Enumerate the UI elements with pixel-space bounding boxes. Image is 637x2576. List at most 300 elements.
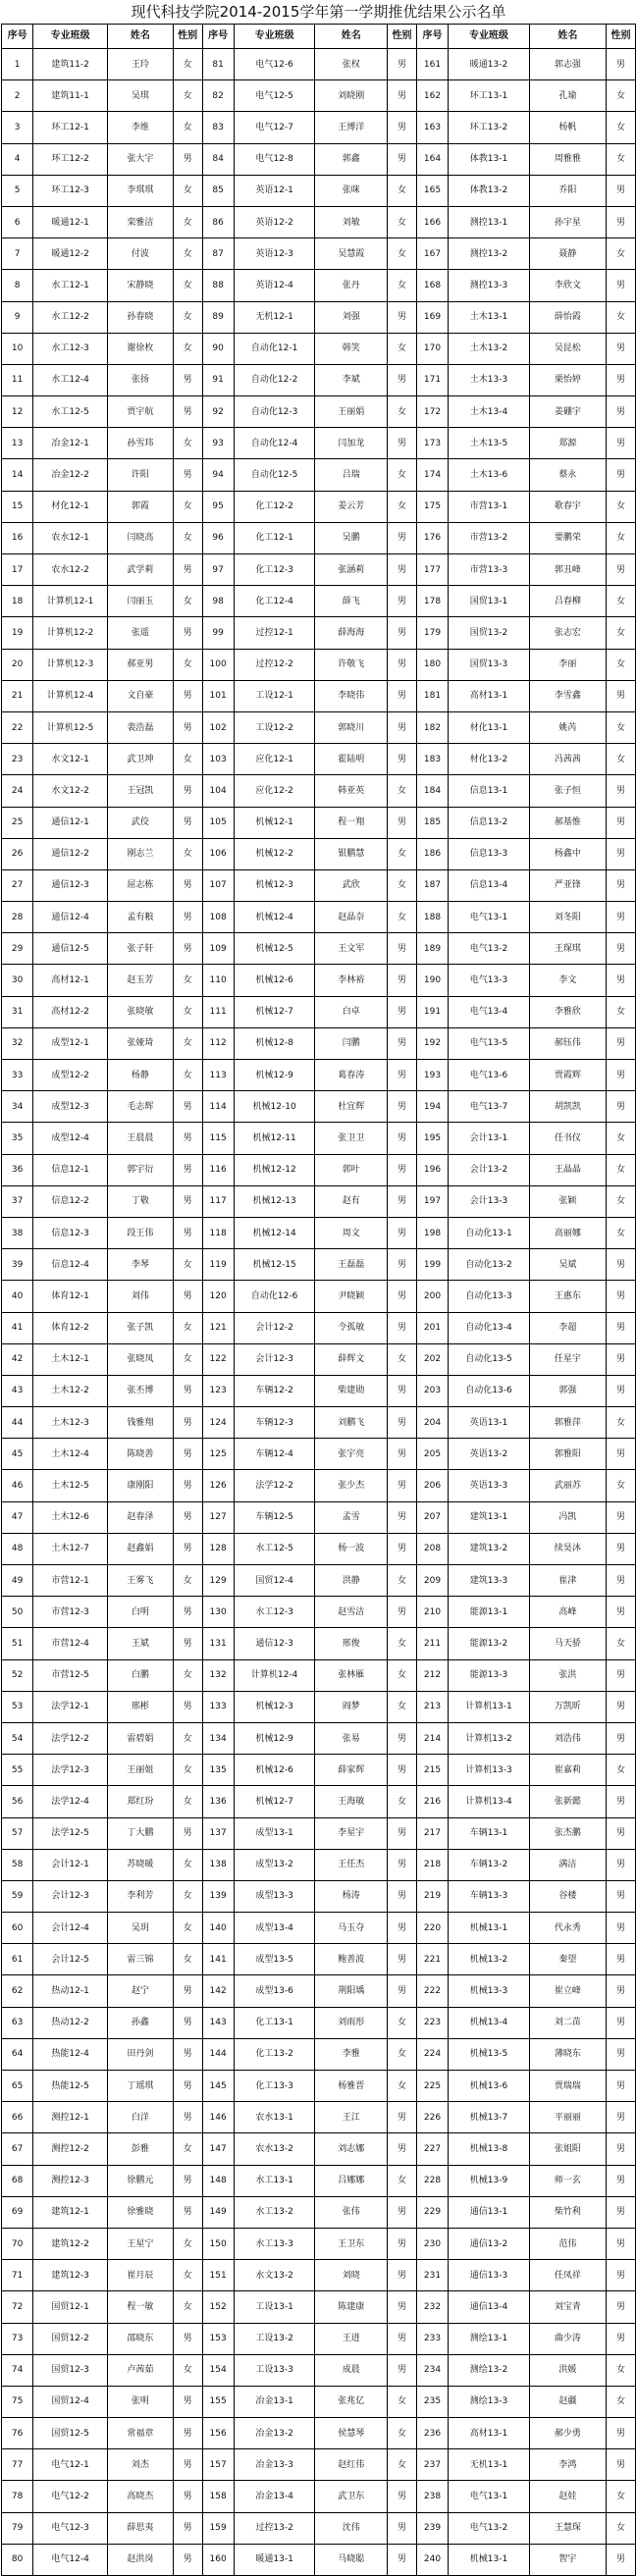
cell-seq: 43	[2, 1375, 33, 1406]
cell-seq: 87	[202, 238, 234, 270]
cell-seq: 169	[416, 301, 448, 333]
cell-name: 赵红伟	[315, 2449, 388, 2481]
cell-seq: 57	[2, 1817, 33, 1849]
cell-class: 土木13-3	[449, 364, 530, 395]
cell-class: 热动12-2	[33, 2007, 108, 2038]
cell-class: 车辆13-2	[449, 1849, 530, 1880]
cell-class: 机械12-7	[234, 1786, 315, 1817]
cell-class: 电气13-2	[449, 2512, 530, 2544]
cell-class: 机械13-8	[449, 2133, 530, 2165]
cell-name: 荆阳瑀	[315, 1975, 388, 2007]
cell-name: 张晓敏	[108, 996, 174, 1027]
cell-gender: 男	[607, 807, 636, 838]
cell-class: 计算机13-2	[449, 1722, 530, 1754]
cell-seq: 39	[2, 1249, 33, 1281]
cell-seq: 18	[2, 586, 33, 617]
cell-name: 李雪鑫	[529, 680, 606, 711]
cell-class: 信息12-1	[33, 1154, 108, 1185]
cell-seq: 102	[202, 711, 234, 743]
cell-gender: 女	[388, 2007, 417, 2038]
cell-name: 万凯昕	[529, 1691, 606, 1722]
cell-seq: 116	[202, 1154, 234, 1185]
cell-gender: 男	[607, 364, 636, 395]
cell-name: 王海敏	[315, 1786, 388, 1817]
cell-class: 英语13-2	[449, 1439, 530, 1470]
cell-gender: 男	[173, 1123, 202, 1154]
cell-name: 代永秀	[529, 1913, 606, 1944]
cell-seq: 147	[202, 2133, 234, 2165]
cell-seq: 217	[416, 1817, 448, 1849]
cell-seq: 142	[202, 1975, 234, 2007]
cell-name: 郭鑫	[315, 143, 388, 175]
cell-class: 热动12-1	[33, 1975, 108, 2007]
cell-seq: 165	[416, 175, 448, 206]
cell-gender: 男	[388, 1533, 417, 1564]
cell-name: 陈晓善	[108, 1439, 174, 1470]
table-row	[2, 2481, 636, 2512]
cell-class: 自动化13-6	[449, 1375, 530, 1406]
table-row	[2, 2071, 636, 2102]
cell-seq: 205	[416, 1439, 448, 1470]
cell-class: 农水12-2	[33, 554, 108, 586]
honor-list-table	[1, 24, 636, 2576]
cell-class: 电气13-2	[449, 933, 530, 965]
cell-gender: 男	[607, 270, 636, 301]
cell-name: 闫加龙	[315, 428, 388, 459]
cell-name: 张姐阳	[529, 2133, 606, 2165]
cell-gender: 男	[388, 1060, 417, 1091]
cell-class: 化工12-1	[234, 522, 315, 553]
cell-class: 工设13-1	[234, 2291, 315, 2323]
cell-gender: 女	[388, 2386, 417, 2417]
cell-seq: 208	[416, 1533, 448, 1564]
cell-name: 郝基惟	[529, 807, 606, 838]
table-row	[2, 396, 636, 428]
cell-seq: 10	[2, 333, 33, 364]
cell-gender: 男	[607, 775, 636, 807]
cell-class: 机械12-9	[234, 1060, 315, 1091]
cell-gender: 男	[173, 711, 202, 743]
cell-gender: 男	[607, 1913, 636, 1944]
cell-class: 高材13-1	[449, 680, 530, 711]
cell-gender: 男	[388, 933, 417, 965]
cell-gender: 男	[388, 1755, 417, 1786]
cell-seq: 233	[416, 2323, 448, 2354]
cell-seq: 214	[416, 1722, 448, 1754]
cell-gender: 女	[607, 301, 636, 333]
cell-seq: 58	[2, 1849, 33, 1880]
cell-name: 邢俊	[315, 1628, 388, 1659]
cell-name: 张大宇	[108, 143, 174, 175]
cell-name: 张志宏	[529, 617, 606, 649]
cell-gender: 男	[388, 554, 417, 586]
cell-seq: 32	[2, 1027, 33, 1059]
cell-class: 机械13-9	[449, 2165, 530, 2196]
cell-gender: 女	[607, 2386, 636, 2417]
cell-seq: 22	[2, 711, 33, 743]
cell-seq: 89	[202, 301, 234, 333]
cell-class: 建筑11-1	[33, 80, 108, 112]
table-row	[2, 869, 636, 901]
cell-name: 郭晓川	[315, 711, 388, 743]
cell-gender: 男	[388, 1375, 417, 1406]
table-row	[2, 1312, 636, 1343]
cell-class: 电气12-4	[33, 2544, 108, 2575]
cell-class: 环工12-1	[33, 112, 108, 143]
cell-name: 赵娃	[529, 2481, 606, 2512]
cell-name: 马天骄	[529, 1628, 606, 1659]
cell-seq: 215	[416, 1755, 448, 1786]
cell-class: 通信13-3	[449, 2260, 530, 2291]
cell-gender: 男	[607, 1091, 636, 1123]
cell-gender: 女	[388, 2071, 417, 2102]
cell-class: 材化13-2	[449, 744, 530, 775]
cell-gender: 男	[388, 143, 417, 175]
cell-class: 冶金13-3	[234, 2449, 315, 2481]
cell-seq: 9	[2, 301, 33, 333]
cell-name: 张晓凤	[108, 1343, 174, 1375]
cell-seq: 218	[416, 1849, 448, 1880]
cell-class: 土木12-2	[33, 1375, 108, 1406]
table-row	[2, 2165, 636, 2196]
table-row	[2, 711, 636, 743]
cell-name: 刘宝青	[529, 2291, 606, 2323]
cell-gender: 男	[388, 965, 417, 996]
cell-gender: 男	[173, 1691, 202, 1722]
cell-class: 机械12-10	[234, 1091, 315, 1123]
cell-seq: 199	[416, 1249, 448, 1281]
table-row	[2, 965, 636, 996]
cell-gender: 男	[173, 2323, 202, 2354]
cell-name: 许阳	[108, 459, 174, 491]
cell-name: 任凤祥	[529, 2260, 606, 2291]
cell-class: 电气12-2	[33, 2481, 108, 2512]
cell-class: 应化12-2	[234, 775, 315, 807]
cell-name: 程一翔	[315, 807, 388, 838]
table-row	[2, 649, 636, 680]
cell-name: 张洪	[529, 1659, 606, 1691]
cell-gender: 女	[607, 1470, 636, 1501]
cell-seq: 29	[2, 933, 33, 965]
cell-class: 自动化12-3	[234, 396, 315, 428]
cell-gender: 男	[388, 711, 417, 743]
cell-seq: 227	[416, 2133, 448, 2165]
cell-name: 郑源	[529, 428, 606, 459]
cell-class: 无机13-1	[449, 2449, 530, 2481]
cell-class: 车辆13-1	[449, 1817, 530, 1849]
cell-seq: 209	[416, 1565, 448, 1597]
cell-seq: 153	[202, 2323, 234, 2354]
cell-gender: 男	[388, 364, 417, 395]
cell-name: 秦望	[529, 1944, 606, 1975]
cell-seq: 77	[2, 2449, 33, 2481]
cell-seq: 47	[2, 1501, 33, 1533]
cell-class: 水工13-1	[234, 2165, 315, 2196]
table-row	[2, 49, 636, 80]
cell-seq: 62	[2, 1975, 33, 2007]
cell-class: 能源13-1	[449, 1597, 530, 1628]
cell-seq: 79	[2, 2512, 33, 2544]
cell-gender: 男	[607, 1659, 636, 1691]
cell-class: 机械12-3	[234, 1691, 315, 1722]
cell-name: 谢徐枚	[108, 333, 174, 364]
table-row	[2, 775, 636, 807]
cell-name: 王斌	[108, 1628, 174, 1659]
col-header-name-3: 姓名	[529, 25, 606, 49]
cell-name: 刘杰	[108, 2449, 174, 2481]
cell-seq: 119	[202, 1249, 234, 1281]
cell-gender: 女	[173, 175, 202, 206]
cell-gender: 男	[607, 2323, 636, 2354]
cell-seq: 220	[416, 1913, 448, 1944]
cell-class: 国贸12-3	[33, 2354, 108, 2386]
cell-gender: 女	[388, 902, 417, 933]
cell-seq: 114	[202, 1091, 234, 1123]
cell-seq: 24	[2, 775, 33, 807]
cell-gender: 男	[607, 838, 636, 869]
cell-gender: 女	[173, 522, 202, 553]
cell-gender: 男	[607, 1343, 636, 1375]
cell-seq: 35	[2, 1123, 33, 1154]
cell-seq: 237	[416, 2449, 448, 2481]
cell-class: 暖通13-1	[234, 2544, 315, 2575]
cell-gender: 男	[173, 2196, 202, 2228]
cell-seq: 2	[2, 80, 33, 112]
cell-seq: 34	[2, 1091, 33, 1123]
col-header-class-2: 专业班级	[234, 25, 315, 49]
cell-name: 王惠东	[529, 1281, 606, 1312]
cell-seq: 56	[2, 1786, 33, 1817]
cell-class: 自动化12-2	[234, 364, 315, 395]
cell-seq: 132	[202, 1659, 234, 1691]
table-row	[2, 143, 636, 175]
cell-seq: 23	[2, 744, 33, 775]
cell-name: 孟有粮	[108, 902, 174, 933]
cell-class: 土木12-6	[33, 1501, 108, 1533]
cell-gender: 女	[173, 333, 202, 364]
cell-name: 栾雅洁	[108, 206, 174, 237]
table-row	[2, 80, 636, 112]
cell-class: 电气13-5	[449, 1027, 530, 1059]
cell-name: 刘冬阳	[529, 902, 606, 933]
cell-gender: 男	[607, 1312, 636, 1343]
col-header-seq-1: 序号	[2, 25, 33, 49]
cell-gender: 女	[388, 775, 417, 807]
cell-seq: 224	[416, 2038, 448, 2070]
cell-seq: 69	[2, 2196, 33, 2228]
cell-class: 机械12-14	[234, 1217, 315, 1248]
cell-name: 周雅雅	[529, 143, 606, 175]
cell-name: 柴竹利	[529, 2196, 606, 2228]
cell-seq: 19	[2, 617, 33, 649]
cell-name: 崔立峰	[529, 1975, 606, 2007]
table-row	[2, 2544, 636, 2575]
cell-gender: 男	[173, 1154, 202, 1185]
cell-class: 过控12-1	[234, 617, 315, 649]
cell-class: 英语12-4	[234, 270, 315, 301]
cell-gender: 男	[607, 396, 636, 428]
cell-seq: 20	[2, 649, 33, 680]
cell-seq: 163	[416, 112, 448, 143]
cell-class: 冶金13-4	[234, 2481, 315, 2512]
cell-seq: 67	[2, 2133, 33, 2165]
cell-gender: 女	[388, 491, 417, 522]
cell-name: 赵宁	[108, 1975, 174, 2007]
table-row	[2, 1975, 636, 2007]
col-header-seq-2: 序号	[202, 25, 234, 49]
cell-seq: 88	[202, 270, 234, 301]
table-row	[2, 2007, 636, 2038]
cell-class: 信息12-3	[33, 1217, 108, 1248]
table-row	[2, 1913, 636, 1944]
cell-gender: 男	[173, 1597, 202, 1628]
cell-seq: 83	[202, 112, 234, 143]
cell-name: 武欣	[315, 869, 388, 901]
cell-seq: 174	[416, 459, 448, 491]
cell-gender: 男	[173, 1470, 202, 1501]
cell-seq: 189	[416, 933, 448, 965]
cell-gender: 男	[173, 554, 202, 586]
cell-name: 孔瑜	[529, 80, 606, 112]
cell-class: 机械13-4	[449, 2007, 530, 2038]
cell-gender: 男	[388, 2512, 417, 2544]
cell-class: 建筑12-3	[33, 2260, 108, 2291]
cell-seq: 41	[2, 1312, 33, 1343]
cell-gender: 男	[607, 2133, 636, 2165]
cell-name: 郭叶	[315, 1154, 388, 1185]
cell-name: 王琛琪	[529, 933, 606, 965]
cell-seq: 95	[202, 491, 234, 522]
cell-class: 水工12-4	[33, 364, 108, 395]
cell-gender: 男	[607, 2102, 636, 2133]
cell-gender: 男	[173, 364, 202, 395]
cell-class: 冶金13-2	[234, 2418, 315, 2449]
cell-seq: 229	[416, 2196, 448, 2228]
cell-class: 机械12-13	[234, 1185, 315, 1217]
cell-name: 吴斌	[529, 1249, 606, 1281]
cell-class: 成型13-3	[234, 1880, 315, 1912]
cell-class: 体教13-1	[449, 143, 530, 175]
table-row	[2, 2133, 636, 2165]
cell-name: 满洁	[529, 1849, 606, 1880]
table-row	[2, 112, 636, 143]
table-row	[2, 2038, 636, 2070]
cell-gender: 男	[607, 965, 636, 996]
cell-class: 电气12-1	[33, 2449, 108, 2481]
cell-seq: 78	[2, 2481, 33, 2512]
cell-gender: 男	[173, 2512, 202, 2544]
cell-seq: 51	[2, 1628, 33, 1659]
cell-name: 曲少涛	[529, 2323, 606, 2354]
cell-name: 王任杰	[315, 1849, 388, 1880]
cell-gender: 男	[388, 301, 417, 333]
cell-seq: 122	[202, 1343, 234, 1375]
cell-name: 周文	[315, 1217, 388, 1248]
cell-name: 刘晓刚	[315, 80, 388, 112]
table-row	[2, 838, 636, 869]
table-row	[2, 1091, 636, 1123]
cell-seq: 161	[416, 49, 448, 80]
cell-class: 土木13-2	[449, 333, 530, 364]
cell-name: 郭志强	[529, 49, 606, 80]
cell-class: 暖通13-2	[449, 49, 530, 80]
cell-class: 机械12-12	[234, 1154, 315, 1185]
cell-gender: 男	[388, 1217, 417, 1248]
cell-gender: 男	[173, 1817, 202, 1849]
cell-class: 成型13-5	[234, 1944, 315, 1975]
table-row	[2, 2291, 636, 2323]
cell-gender: 女	[607, 996, 636, 1027]
cell-class: 通信13-1	[449, 2196, 530, 2228]
cell-gender: 男	[388, 1722, 417, 1754]
cell-class: 高材12-2	[33, 996, 108, 1027]
cell-class: 计算机12-4	[33, 680, 108, 711]
cell-seq: 3	[2, 112, 33, 143]
cell-name: 冯茜茜	[529, 744, 606, 775]
cell-seq: 112	[202, 1027, 234, 1059]
cell-name: 李维	[108, 112, 174, 143]
table-row	[2, 1154, 636, 1185]
cell-gender: 女	[173, 1880, 202, 1912]
cell-gender: 男	[607, 1565, 636, 1597]
cell-gender: 男	[173, 2165, 202, 2196]
table-row	[2, 1565, 636, 1597]
cell-class: 应化12-1	[234, 744, 315, 775]
cell-name: 崔月辰	[108, 2260, 174, 2291]
col-header-gender-1: 性别	[173, 25, 202, 49]
cell-seq: 181	[416, 680, 448, 711]
cell-name: 王卫东	[315, 2228, 388, 2259]
table-row	[2, 1597, 636, 1628]
cell-name: 裴浩磊	[108, 711, 174, 743]
cell-name: 付波	[108, 238, 174, 270]
cell-gender: 女	[388, 2449, 417, 2481]
cell-class: 自动化13-4	[449, 1312, 530, 1343]
cell-name: 李超	[529, 1312, 606, 1343]
cell-class: 水工12-1	[33, 270, 108, 301]
cell-class: 工设12-2	[234, 711, 315, 743]
cell-gender: 女	[607, 744, 636, 775]
cell-name: 崔嘉莉	[529, 1755, 606, 1786]
cell-seq: 196	[416, 1154, 448, 1185]
cell-class: 计算机13-3	[449, 1755, 530, 1786]
cell-gender: 男	[388, 996, 417, 1027]
cell-gender: 女	[173, 238, 202, 270]
cell-class: 通信13-4	[449, 2291, 530, 2323]
cell-seq: 159	[202, 2512, 234, 2544]
cell-gender: 男	[173, 680, 202, 711]
cell-gender: 女	[607, 1407, 636, 1439]
cell-seq: 238	[416, 2481, 448, 2512]
cell-seq: 191	[416, 996, 448, 1027]
cell-class: 测绘13-1	[449, 2323, 530, 2354]
cell-seq: 148	[202, 2165, 234, 2196]
cell-class: 英语12-3	[234, 238, 315, 270]
table-row	[2, 1060, 636, 1091]
col-header-gender-2: 性别	[388, 25, 417, 49]
cell-gender: 男	[388, 1849, 417, 1880]
table-row	[2, 459, 636, 491]
cell-gender: 男	[607, 1439, 636, 1470]
cell-gender: 男	[607, 2165, 636, 2196]
cell-class: 建筑13-1	[449, 1501, 530, 1533]
cell-gender: 女	[388, 270, 417, 301]
cell-gender: 女	[607, 491, 636, 522]
cell-gender: 男	[173, 2418, 202, 2449]
cell-class: 通信12-4	[33, 902, 108, 933]
cell-gender: 男	[388, 112, 417, 143]
cell-gender: 男	[388, 1501, 417, 1533]
